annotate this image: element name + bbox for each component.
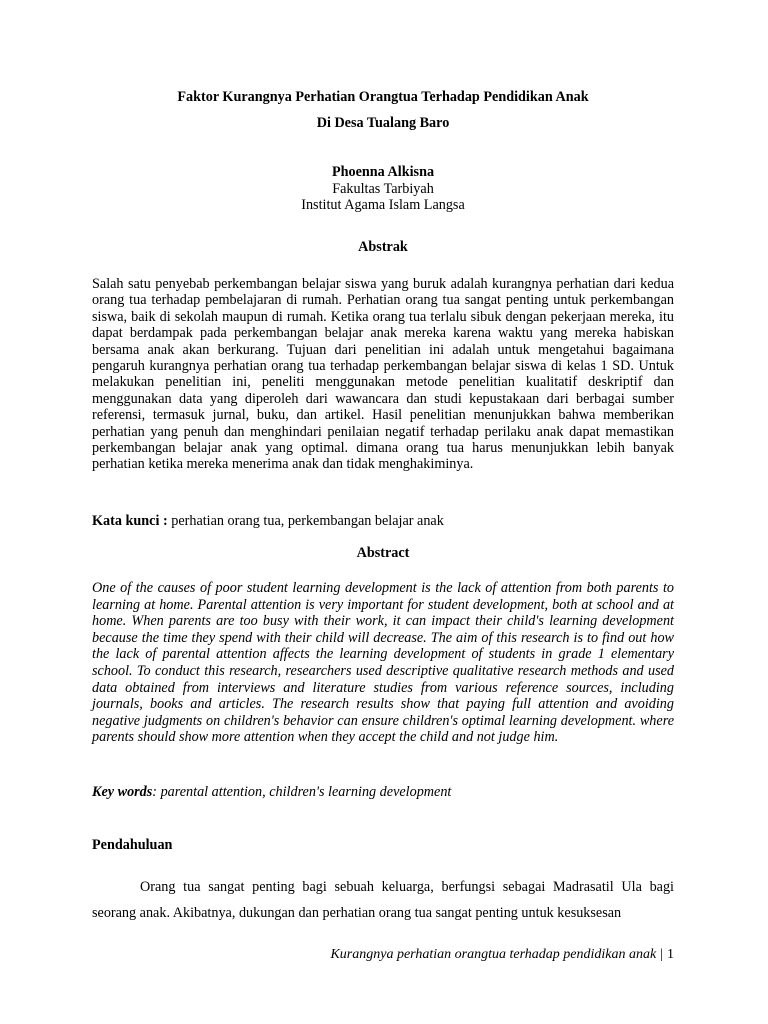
abstract-text: One of the causes of poor student learning development is the lack of attention from both parents to learning at home. Parental attention is very important for student development, both at school and at home. When parents are too busy with their work, it can impact their child's learning development because the time they spend with their child will decrease. The aim of this research is to find out how the lack of parental attention affects the learning development of students in grade 1 elementary school. To conduct this research, researchers used descriptive qualitative research methods and used data obtained from interviews and literature studies from various reference sources, including journals, books and articles. The research results show that paying full attention and avoiding negative judgments on children's behavior can ensure children's optimal learning development. where parents should show more attention when they accept the child and not judge him. [92,580,674,746]
kata-kunci-label: Kata kunci : [92,513,168,529]
key-words-line [92,783,674,801]
author-faculty: Fakultas Tarbiyah [332,180,434,197]
author-name: Phoenna Alkisna [331,164,435,180]
abstract-heading: Abstract [356,545,410,561]
kata-kunci-values: perhatian orang tua, perkembangan belajar anak [167,513,444,529]
pendahuluan-heading: Pendahuluan [92,837,173,853]
abstrak-heading: Abstrak [358,239,408,255]
pendahuluan-text: Orang tua sangat penting bagi sebuah keluarga, berfungsi sebagai Madrasatil Ula bagi seorang anak. Akibatnya, dukungan dan perhatian orang tua sangat penting untuk kesuksesan [92,879,674,921]
paper-subtitle: Di Desa Tualang Baro [316,115,450,131]
author-block [92,164,674,214]
key-words-values: : parental attention, children's learning development [152,784,452,800]
footer-running-title: Kurangnya perhatian orangtua terhadap pendidikan anak [330,947,657,962]
kata-kunci-line [92,512,674,530]
footer-page-number: 1 [667,947,674,962]
abstrak-text: Salah satu penyebab perkembangan belajar siswa yang buruk adalah kurangnya perhatian dari kedua orang tua terhadap pembelajaran di rumah. Perhatian orang tua sangat penting untuk perkembangan siswa, baik di sekolah maupun di rumah. Ketika orang tua terlalu sibuk dengan pekerjaan mereka, itu dapat berdampak pada perkembangan belajar anak mereka karena waktu yang mereka habiskan bersama anak akan berkurang. Tujuan dari penelitian ini adalah untuk mengetahui bagaimana pengaruh kurangnya perhatian orang tua terhadap perkembangan belajar siswa di kelas 1 SD. Untuk melakukan penelitian ini, peneliti menggunakan metode penelitian kualitatif deskriptif dan menggunakan data yang diperoleh dari wawancara dan studi kepustakaan dari berbagai sumber referensi, termasuk jurnal, buku, dan artikel. Hasil penelitian menunjukkan bahwa memberikan perhatian yang penuh dan menghindari penilaian negatif terhadap perilaku anak dapat memastikan perkembangan belajar anak yang optimal. dimana orang tua harus menunjukkan lebih banyak perhatian ketika mereka menerima anak dan tidak menghakiminya. [92,276,674,473]
page-footer [330,946,674,964]
author-institution: Institut Agama Islam Langsa [301,197,465,213]
paper-title: Faktor Kurangnya Perhatian Orangtua Terhadap Pendidikan Anak [177,89,589,105]
key-words-label: Key words [92,784,153,800]
footer-separator: | [660,947,663,962]
